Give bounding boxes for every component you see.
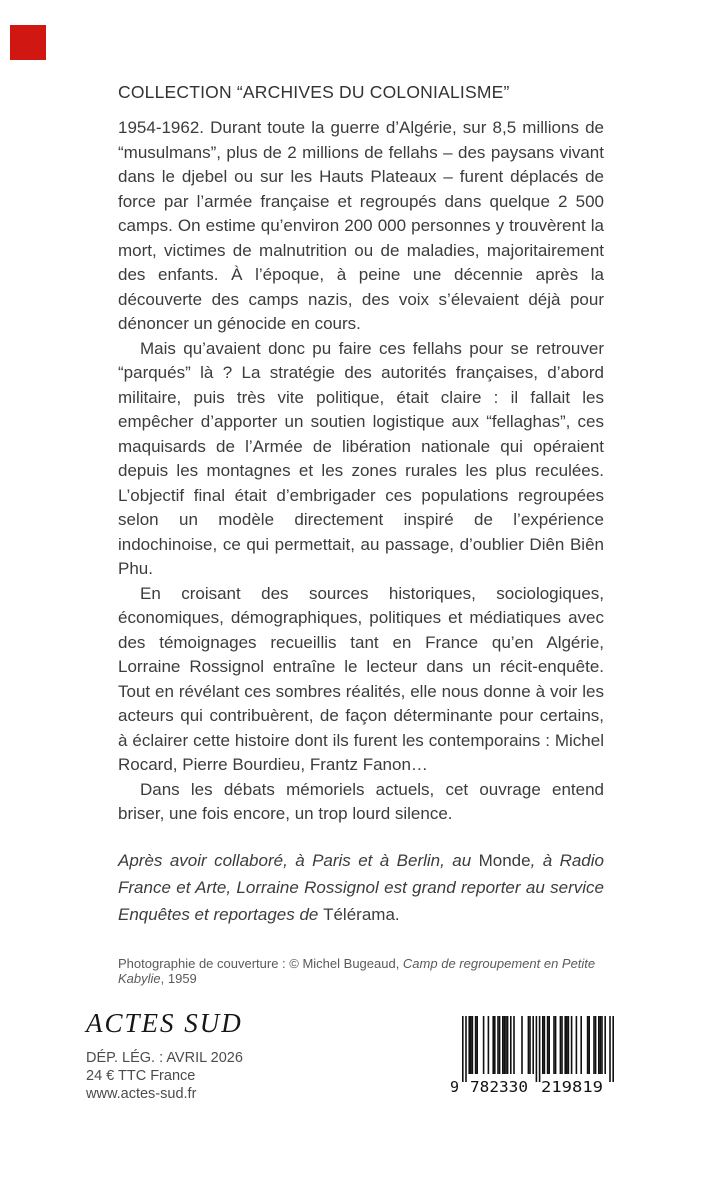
synopsis-paragraph-4: Dans les débats mémoriels actuels, cet ouvrage entend briser, une fois encore, un trop lourd silence. (118, 779, 604, 823)
collection-heading: COLLECTION “ARCHIVES DU COLONIALISME” (118, 82, 510, 102)
synopsis-paragraph-2: Mais qu’avaient donc pu faire ces fellahs pour se retrouver “parqués” là ? La stratégie des autorités françaises, d’abord militaire, puis très vite politique, était claire : il fallait les empêcher d’apporter un soutien logistique aux “fellaghas”, ces maquisards de l’Armée de libération nationale qui opéraient depuis les montagnes et les zones rurales les plus reculées. L’objectif final était d’embrigader ces populations regroupées selon un modèle directement inspiré de l’expérience indochinoise, ce qui permettait, au passage, d’oublier Diên Biên Phu. (118, 338, 604, 578)
legal-deposit: DÉP. LÉG. : AVRIL 2026 (86, 1050, 243, 1066)
barcode-digit-first: 9 (450, 1078, 460, 1096)
author-bio (118, 847, 604, 928)
barcode (450, 1016, 620, 1098)
text-segment: Après avoir collaboré, à Paris et à Berlin, au (118, 850, 479, 870)
publisher-website: www.actes-sud.fr (86, 1086, 197, 1102)
text-segment: Monde (478, 850, 531, 870)
text-segment: Télérama. (323, 904, 400, 924)
text-segment: Photographie de couverture : © Michel Bugeaud, (118, 956, 403, 971)
publisher-logo: ACTES SUD (86, 1008, 243, 1038)
text-segment: Camp de regroupement en Petite Kabylie (118, 956, 596, 986)
price: 24 € TTC France (86, 1068, 196, 1084)
barcode-bars (450, 1016, 620, 1098)
text-segment: , 1959 (160, 971, 197, 986)
photo-credit (118, 956, 638, 986)
barcode-digits-left: 782330 (470, 1078, 528, 1096)
text-segment: , à Radio France et Arte, Lorraine Rossignol est grand reporter au service Enquêtes et reportages de (118, 850, 604, 924)
synopsis-paragraph-3: En croisant des sources historiques, sociologiques, économiques, démographiques, politiques et médiatiques avec des témoignages recueillis tant en France qu’en Algérie, Lorraine Rossignol entraîne le lecteur dans un récit-enquête. Tout en révélant ces sombres réalités, elle nous donne à voir les acteurs qui contribuèrent, de façon déterminante pour certains, à éclairer cette histoire dont ils furent les contemporains : Michel Rocard, Pierre Bourdieu, Frantz Fanon… (118, 583, 604, 774)
synopsis (118, 116, 604, 928)
synopsis-paragraph-1: 1954-1962. Durant toute la guerre d’Algérie, sur 8,5 millions de “musulmans”, plus de 2 millions de fellahs – des paysans vivant dans le djebel ou sur les Hauts Plateaux – furent déplacés de force par l’armée française et regroupés dans quelque 2 500 camps. On estime qu’environ 200 000 personnes y trouvèrent la mort, victimes de malnutrition ou de maladies, majoritairement des enfants. À l’époque, à peine une décennie après la découverte des camps nazis, des voix s’élevaient déjà pour dénoncer un génocide en cours. (118, 118, 604, 333)
publisher-block (86, 1008, 243, 1103)
red-marker (10, 25, 46, 60)
barcode-digits-right: 219819 (541, 1078, 603, 1096)
